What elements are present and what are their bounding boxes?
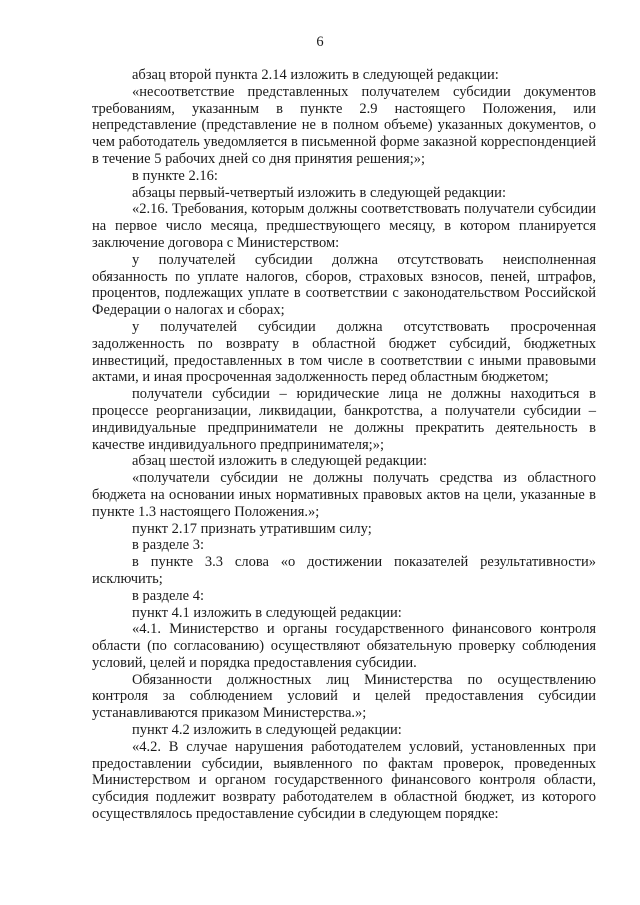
paragraph: пункт 4.1 изложить в следующей редакции: bbox=[132, 604, 402, 621]
paragraph: «4.2. В случае нарушения работодателем условий, установленных при предоставлении субсидии, выявленного по фактам проверок, проведенных Министерством и органом государственного финансового контроля области, субсидия подлежит возврату работодателем в областной бюджет, из которого осуществлялось предоставление субсидии в следующем порядке: bbox=[92, 738, 596, 823]
paragraph: «получатели субсидии не должны получать средства из областного бюджета на основании иных нормативных правовых актов на цели, указанные в пункте 1.3 настоящего Положения.»; bbox=[92, 470, 596, 520]
paragraph: Обязанности должностных лиц Министерства по осуществлению контроля за соблюдением условий и целей предоставления субсидии устанавливаются приказом Министерства.»; bbox=[92, 671, 596, 722]
paragraph: получатели субсидии – юридические лица не должны находиться в процессе реорганизации, ликвидации, банкротства, а получатели субсидии – индивидуальные предприниматели не должны прекратить деятельность в качестве индивидуального предпринимателя;»; bbox=[92, 386, 596, 453]
paragraph: абзац второй пункта 2.14 изложить в следующей редакции: bbox=[132, 67, 499, 83]
paragraph: у получателей субсидии должна отсутствовать просроченная задолженность по возврату в областной бюджет субсидий, бюджетных инвестиций, предоставленных в том числе в соответствии с иными правовыми актами, и иная просроченная задолженность перед областным бюджетом; bbox=[92, 318, 596, 386]
paragraph: «2.16. Требования, которым должны соответствовать получатели субсидии на первое число месяца, предшествующего месяцу, в котором планируется заключение договора с Министерством: bbox=[92, 201, 596, 251]
paragraph: в разделе 3: bbox=[132, 537, 205, 554]
document-body bbox=[92, 67, 596, 823]
paragraph: в пункте 2.16: bbox=[132, 167, 218, 184]
paragraph: «4.1. Министерство и органы государственного финансового контроля области (по согласованию) осуществляют обязательную проверку соблюдения условий, целей и порядка предоставления субсидии. bbox=[92, 621, 596, 671]
paragraph: абзац шестой изложить в следующей редакции: bbox=[132, 453, 427, 470]
paragraph: в разделе 4: bbox=[132, 587, 205, 604]
paragraph: абзацы первый-четвертый изложить в следующей редакции: bbox=[132, 184, 506, 201]
paragraph: пункт 4.2 изложить в следующей редакции: bbox=[132, 722, 402, 739]
paragraph: пункт 2.17 признать утратившим силу; bbox=[132, 520, 372, 537]
paragraph: «несоответствие представленных получателем субсидии документов требованиям, указанным в пункте 2.9 настоящего Положения, или непредставление (представление не в полном объеме) указанных документов, о чем работодатель уведомляется в письменной форме заказной корреспонденцией в течение 5 рабочих дней со дня принятия решения;»; bbox=[92, 83, 596, 167]
paragraph: у получателей субсидии должна отсутствовать неисполненная обязанность по уплате налогов, сборов, страховых взносов, пеней, штрафов, процентов, подлежащих уплате в соответствии с законодательством Российской Федерации о налогах и сборах; bbox=[92, 251, 596, 319]
page-number: 6 bbox=[316, 34, 324, 50]
paragraph: в пункте 3.3 слова «о достижении показателей результативности» исключить; bbox=[92, 554, 596, 587]
